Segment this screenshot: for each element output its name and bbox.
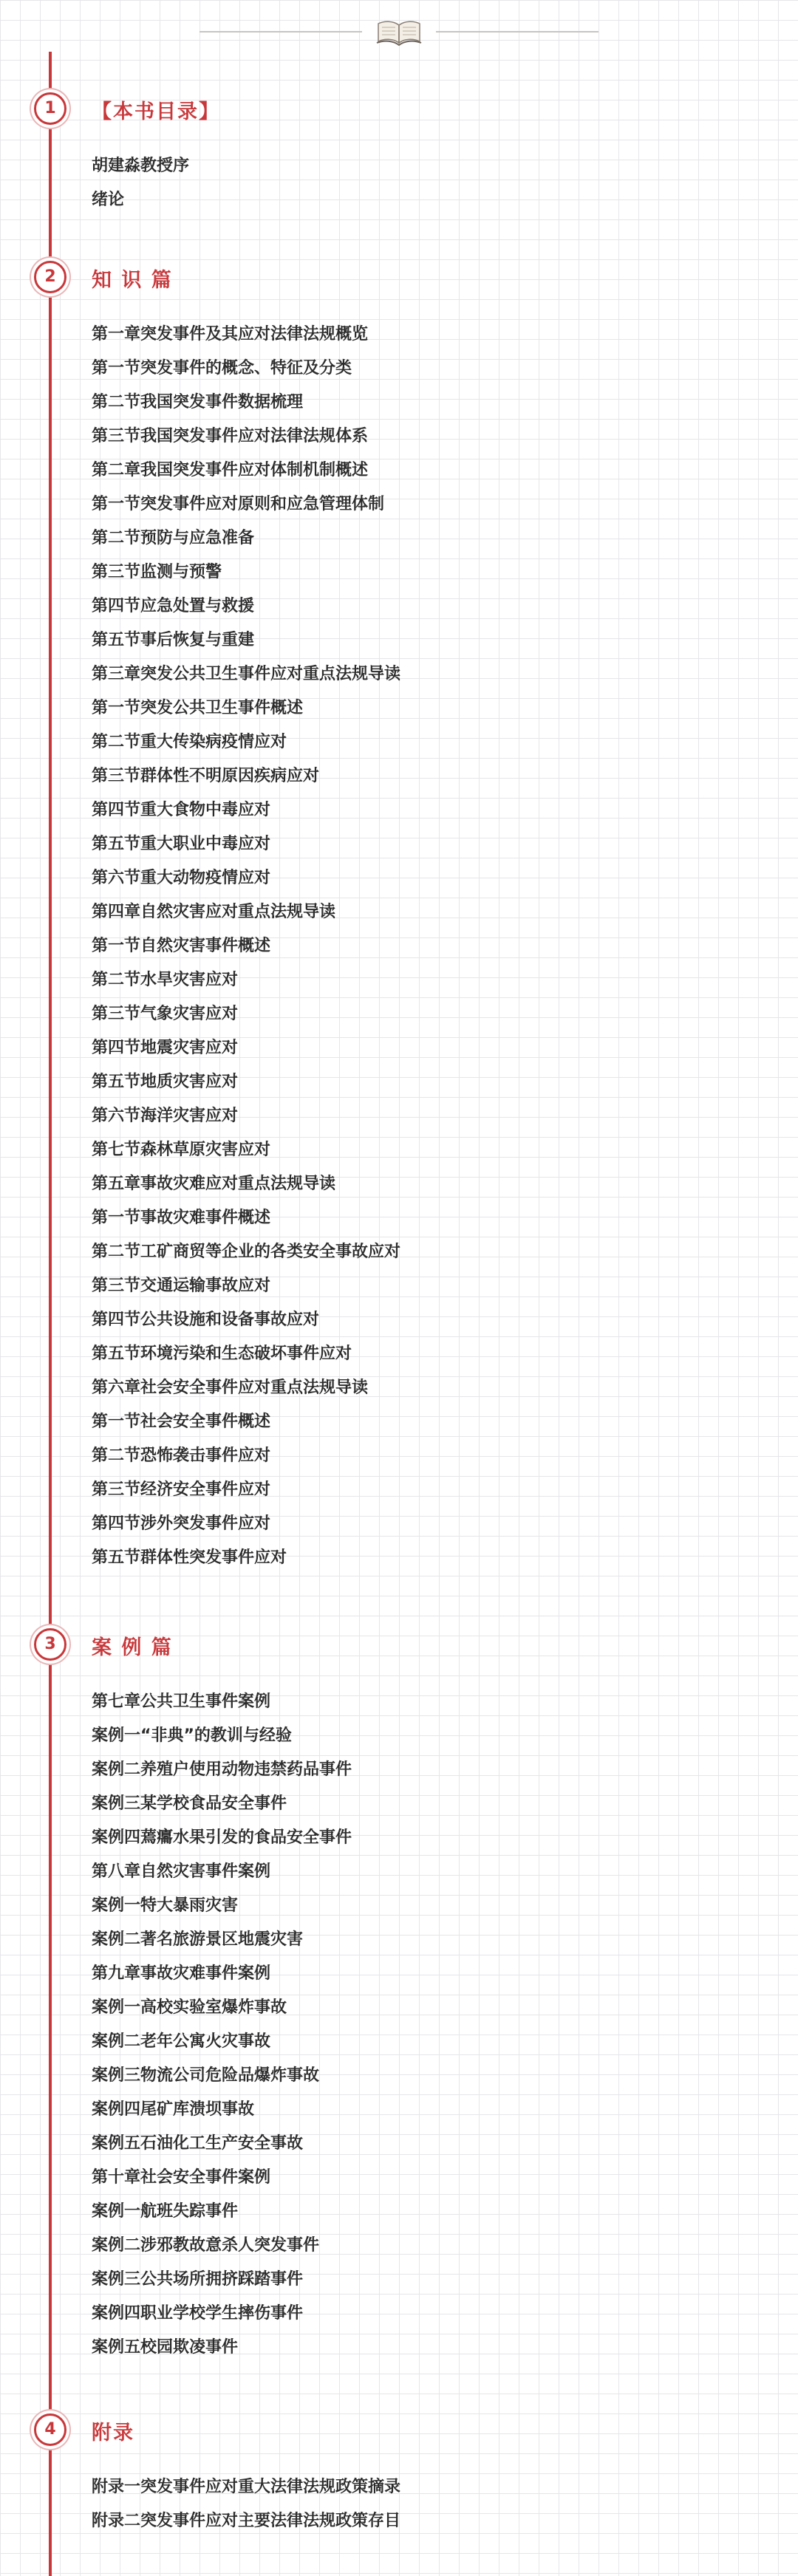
section-title: 附录 [92,2422,134,2445]
toc-item[interactable]: 第二章我国突发事件应对体制机制概述 [92,461,369,479]
toc-item[interactable]: 案例四职业学校学生摔伤事件 [92,2304,304,2323]
toc-item[interactable]: 第五节事后恢复与重建 [92,631,255,649]
section-number-badge [34,1628,66,1661]
toc-item[interactable]: 第四节地震灾害应对 [92,1039,239,1057]
toc-item[interactable]: 第四节应急处置与救援 [92,597,255,615]
toc-item[interactable]: 第一章突发事件及其应对法律法规概览 [92,325,369,344]
toc-item[interactable]: 第十章社会安全事件案例 [92,2168,271,2187]
toc-item[interactable]: 案例一“非典”的教训与经验 [92,1726,292,1745]
toc-item[interactable]: 案例三公共场所拥挤踩踏事件 [92,2270,304,2289]
section-number-badge [34,92,66,125]
toc-item[interactable]: 第八章自然灾害事件案例 [92,1862,271,1881]
toc-item[interactable]: 第五章事故灾难应对重点法规导读 [92,1175,336,1193]
toc-item[interactable]: 第一节社会安全事件概述 [92,1412,271,1431]
section-number: 3 [44,1635,56,1653]
toc-item[interactable]: 第一节突发事件的概念、特征及分类 [92,359,352,377]
section-number-badge [34,2413,66,2446]
toc-item[interactable]: 第四节公共设施和设备事故应对 [92,1311,320,1329]
toc-item[interactable]: 第七节森林草原灾害应对 [92,1141,271,1159]
toc-item[interactable]: 案例二养殖户使用动物违禁药品事件 [92,1760,352,1779]
toc-item[interactable]: 第二节预防与应急准备 [92,529,255,547]
toc-item[interactable]: 案例一高校实验室爆炸事故 [92,1998,287,2017]
section-item-list [92,318,400,1575]
section-number: 2 [44,267,56,286]
toc-item[interactable]: 案例五校园欺凌事件 [92,2338,239,2357]
toc-item[interactable]: 案例一特大暴雨灾害 [92,1896,239,1915]
toc-item[interactable]: 第三节交通运输事故应对 [92,1277,271,1295]
toc-item[interactable]: 第五节重大职业中毒应对 [92,835,271,853]
toc-item[interactable]: 第四章自然灾害应对重点法规导读 [92,903,336,921]
toc-item[interactable]: 第三节监测与预警 [92,563,222,581]
toc-item[interactable]: 案例四蔫癟水果引发的食品安全事件 [92,1828,352,1847]
section-title: 知 识 篇 [92,269,173,292]
ornament-rule-right [436,31,598,33]
toc-item[interactable]: 第一节事故灾难事件概述 [92,1209,271,1227]
toc-item[interactable]: 第四节涉外突发事件应对 [92,1514,271,1533]
toc-item[interactable]: 第五节环境污染和生态破坏事件应对 [92,1345,352,1363]
toc-item[interactable]: 第三节气象灾害应对 [92,1005,239,1023]
toc-item[interactable]: 第五节地质灾害应对 [92,1073,239,1091]
section-number: 4 [44,2420,56,2439]
toc-item[interactable]: 案例二著名旅游景区地震灾害 [92,1930,304,1949]
toc-item[interactable]: 第二节水旱灾害应对 [92,971,239,989]
toc-item[interactable]: 第一节突发事件应对原则和应急管理体制 [92,495,385,513]
toc-item[interactable]: 案例五石油化工生产安全事故 [92,2134,304,2153]
toc-item[interactable]: 案例三物流公司危险品爆炸事故 [92,2066,320,2085]
toc-item[interactable]: 第一节突发公共卫生事件概述 [92,699,304,717]
timeline-line [49,52,52,2576]
toc-item[interactable]: 第五节群体性突发事件应对 [92,1548,287,1567]
toc-item[interactable]: 第三节经济安全事件应对 [92,1480,271,1499]
toc-item[interactable]: 案例四尾矿库溃坝事故 [92,2100,255,2119]
toc-item[interactable]: 案例二老年公寓火灾事故 [92,2032,271,2051]
toc-item[interactable]: 第三章突发公共卫生事件应对重点法规导读 [92,665,401,683]
toc-item[interactable]: 第二节工矿商贸等企业的各类安全事故应对 [92,1243,401,1261]
toc-item[interactable]: 第二节我国突发事件数据梳理 [92,393,304,411]
toc-item[interactable]: 第七章公共卫生事件案例 [92,1692,271,1711]
toc-item[interactable]: 第六节重大动物疫情应对 [92,869,271,887]
toc-item[interactable]: 第一节自然灾害事件概述 [92,937,271,955]
toc-item[interactable]: 案例一航班失踪事件 [92,2202,239,2221]
section-item-list [92,149,189,217]
toc-item[interactable]: 第三节群体性不明原因疾病应对 [92,767,320,785]
section-title: 案 例 篇 [92,1636,173,1659]
section-title: 【本书目录】 [92,100,220,123]
toc-item[interactable]: 绪论 [92,191,125,209]
section-number-badge [34,261,66,293]
toc-item[interactable]: 胡建淼教授序 [92,157,190,175]
toc-item[interactable]: 第三节我国突发事件应对法律法规体系 [92,427,369,445]
section-number: 1 [44,99,56,117]
ornament-rule-left [200,31,362,33]
toc-item[interactable]: 附录一突发事件应对重大法律法规政策摘录 [92,2478,401,2496]
toc-item[interactable]: 第二节重大传染病疫情应对 [92,733,287,751]
toc-item[interactable]: 第四节重大食物中毒应对 [92,801,271,819]
toc-item[interactable]: 第二节恐怖袭击事件应对 [92,1446,271,1465]
toc-item[interactable]: 附录二突发事件应对主要法律法规政策存目 [92,2512,401,2530]
open-book-icon [375,18,423,46]
section-item-list [92,2470,400,2538]
toc-item[interactable]: 第六节海洋灾害应对 [92,1107,239,1125]
toc-item[interactable]: 案例二涉邪教故意杀人突发事件 [92,2236,320,2255]
toc-item[interactable]: 案例三某学校食品安全事件 [92,1794,287,1813]
toc-item[interactable]: 第六章社会安全事件应对重点法规导读 [92,1378,369,1397]
section-item-list [92,1685,352,2365]
toc-item[interactable]: 第九章事故灾难事件案例 [92,1964,271,1983]
top-ornament [0,16,798,46]
